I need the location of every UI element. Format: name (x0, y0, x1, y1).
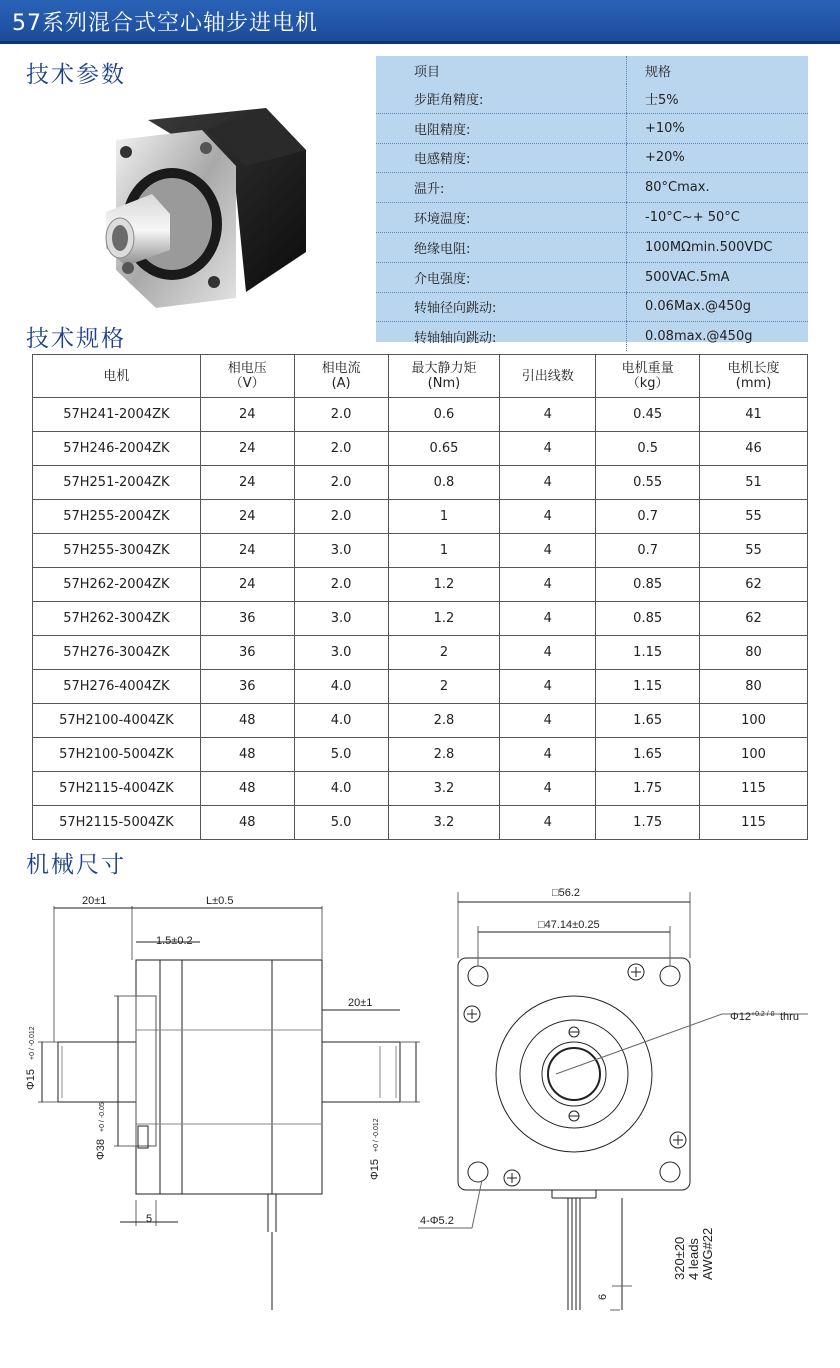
spec-cell: 2.0 (294, 500, 388, 534)
spec-cell: 115 (700, 772, 808, 806)
spec-cell: 57H2115-4004ZK (33, 772, 201, 806)
dim-body-length: L±0.5 (206, 895, 234, 907)
rear-shaft (322, 1042, 400, 1102)
spec-cell: 48 (200, 806, 294, 840)
spec-cell: 4 (500, 500, 596, 534)
spec-cell: 48 (200, 772, 294, 806)
mount-hole-tr (660, 966, 680, 986)
motor-photo (96, 102, 310, 310)
spec-row (33, 738, 808, 772)
spec-cell: 2 (388, 636, 500, 670)
spec-cell: 48 (200, 738, 294, 772)
spec-cell: 4 (500, 398, 596, 432)
shaft-bore (112, 225, 128, 251)
spec-cell: 4 (500, 704, 596, 738)
dim-hole-spacing: □47.14±0.25 (538, 919, 600, 931)
dim-front-length: 20±1 (82, 895, 107, 907)
spec-cell: 62 (700, 568, 808, 602)
spec-cell: 5.0 (294, 738, 388, 772)
mechanical-drawing (0, 874, 840, 1368)
spec-cell: 1.65 (596, 738, 700, 772)
spec-header-label: 相电压 (227, 361, 267, 376)
params-value: -10°C~+ 50°C (627, 203, 809, 233)
spec-header-label: 最大静力矩 (411, 361, 477, 376)
params-header-row (376, 56, 808, 84)
spec-cell: 24 (200, 466, 294, 500)
tech-params-table (376, 56, 808, 347)
spec-cell: 24 (200, 534, 294, 568)
spec-cell: 55 (700, 534, 808, 568)
spec-cell: 4 (500, 466, 596, 500)
spec-row (33, 398, 808, 432)
dim-front-shaft-dia: Φ15 (25, 1068, 37, 1090)
params-item: 温升: (376, 173, 627, 203)
dim-bore-tol: +0.2 / 0 (751, 1011, 775, 1018)
spec-cell: 3.2 (388, 772, 500, 806)
spec-cell: 1.65 (596, 704, 700, 738)
params-value: 士5% (627, 84, 809, 113)
spec-cell: 1.15 (596, 636, 700, 670)
dim-rear-shaft-dia: Φ15 (369, 1158, 381, 1180)
spec-cell: 4 (500, 432, 596, 466)
params-head-spec: 规格 (627, 56, 809, 84)
mount-hole-tl (468, 966, 488, 986)
spec-cell: 0.7 (596, 500, 700, 534)
spec-cell: 51 (700, 466, 808, 500)
spec-cell: 57H262-3004ZK (33, 602, 201, 636)
spec-cell: 36 (200, 602, 294, 636)
spec-header-cell (388, 355, 500, 398)
spec-cell: 1.2 (388, 568, 500, 602)
spec-cell: 2.0 (294, 568, 388, 602)
spec-cell: 0.7 (596, 534, 700, 568)
dim-flange-thickness: 1.5±0.2 (156, 935, 193, 947)
spec-cell: 2 (388, 670, 500, 704)
front-view (418, 892, 808, 1310)
params-head-item: 项目 (414, 64, 441, 80)
params-row (376, 322, 808, 351)
params-value: 100MΩmin.500VDC (627, 232, 809, 262)
dim-rear-length: 20±1 (348, 997, 373, 1009)
spec-cell: 57H276-4004ZK (33, 670, 201, 704)
spec-row (33, 636, 808, 670)
spec-cell: 55 (700, 500, 808, 534)
spec-row (33, 534, 808, 568)
spec-cell: 2.8 (388, 738, 500, 772)
spec-cell: 80 (700, 670, 808, 704)
mount-hole (208, 276, 220, 288)
spec-cell: 62 (700, 602, 808, 636)
spec-cell: 0.85 (596, 602, 700, 636)
spec-cell: 80 (700, 636, 808, 670)
spec-header-unit: （V） (229, 376, 265, 391)
spec-header-label: 电机 (103, 368, 130, 384)
spec-cell: 24 (200, 500, 294, 534)
spec-row (33, 704, 808, 738)
outer-ring (496, 996, 652, 1152)
spec-row (33, 772, 808, 806)
params-item: 电感精度: (376, 143, 627, 173)
spec-header-label: 电机长度 (727, 361, 780, 376)
spec-cell: 2.0 (294, 398, 388, 432)
spec-cell: 4 (500, 602, 596, 636)
dim-lead-strip: 6 (597, 1293, 609, 1300)
params-row (376, 143, 808, 173)
spec-cell: 4.0 (294, 670, 388, 704)
params-item: 介电强度: (376, 262, 627, 292)
spec-cell: 4 (500, 636, 596, 670)
side-dim-labels (25, 895, 381, 1225)
spec-header-unit: （kg） (626, 376, 669, 391)
tech-specs-table (32, 354, 808, 840)
spec-cell: 0.8 (388, 466, 500, 500)
spec-cell: 1 (388, 534, 500, 568)
banner-stripe (0, 41, 840, 44)
spec-cell: 57H2100-5004ZK (33, 738, 201, 772)
spec-cell: 4.0 (294, 704, 388, 738)
spec-header-unit: (mm) (735, 376, 772, 391)
spec-header-cell (294, 355, 388, 398)
params-item: 步距角精度: (376, 84, 627, 113)
spec-cell: 24 (200, 568, 294, 602)
params-row (376, 113, 808, 143)
spec-cell: 57H255-3004ZK (33, 534, 201, 568)
spec-row (33, 806, 808, 840)
dim-boss-dia: Φ38 (95, 1138, 107, 1160)
spec-header-cell (596, 355, 700, 398)
mount-hole-br (660, 1162, 680, 1182)
spec-cell: 57H241-2004ZK (33, 398, 201, 432)
params-value: 0.08max.@450g (627, 322, 809, 351)
mount-hole-bl (468, 1162, 488, 1182)
dim-rear-shaft-tol: +0 / -0.012 (373, 1118, 380, 1152)
params-row (376, 84, 808, 113)
params-value: +10% (627, 113, 809, 143)
dim-boss-tol: +0 / -0.05 (99, 1102, 106, 1132)
spec-cell: 57H262-2004ZK (33, 568, 201, 602)
mount-screw (122, 262, 134, 274)
spec-row (33, 500, 808, 534)
page-title: 57系列混合式空心轴步进电机 (12, 11, 318, 36)
mount-hole (120, 146, 132, 158)
spec-cell: 4 (500, 806, 596, 840)
title-banner (0, 0, 840, 44)
spec-row (33, 466, 808, 500)
side-view (38, 906, 420, 1310)
dim-lead-awg: AWG#22 (700, 1227, 715, 1280)
params-row (376, 262, 808, 292)
dim-front-shaft-tol: +0 / -0.012 (29, 1026, 36, 1060)
spec-cell: 4.0 (294, 772, 388, 806)
spec-cell: 100 (700, 704, 808, 738)
dim-bore-thru: thru (780, 1011, 799, 1023)
params-row (376, 203, 808, 233)
spec-cell: 4 (500, 772, 596, 806)
params-value: 500VAC.5mA (627, 262, 809, 292)
spec-cell: 57H2100-4004ZK (33, 704, 201, 738)
spec-cell: 3.0 (294, 636, 388, 670)
spec-header-unit: (A) (331, 376, 351, 391)
spec-header-unit: (Nm) (427, 376, 461, 391)
spec-cell: 3.0 (294, 602, 388, 636)
spec-row (33, 670, 808, 704)
params-item: 转轴轴向跳动: (414, 331, 497, 347)
spec-cell: 1.75 (596, 772, 700, 806)
spec-cell: 0.85 (596, 568, 700, 602)
dim-flange-square: □56.2 (552, 887, 581, 899)
params-row (376, 173, 808, 203)
spec-header-label: 电机重量 (621, 361, 674, 376)
spec-cell: 36 (200, 670, 294, 704)
section-tech-params: 技术参数 (26, 62, 126, 88)
spec-cell: 4 (500, 738, 596, 772)
spec-cell: 36 (200, 636, 294, 670)
params-item: 环境温度: (376, 203, 627, 233)
spec-cell: 57H251-2004ZK (33, 466, 201, 500)
spec-cell: 41 (700, 398, 808, 432)
params-value: 80°Cmax. (627, 173, 809, 203)
spec-header-cell (500, 355, 596, 398)
spec-cell: 57H2115-5004ZK (33, 806, 201, 840)
section-tech-specs: 技术规格 (26, 326, 126, 352)
spec-row (33, 602, 808, 636)
section-mech-dims: 机械尺寸 (26, 852, 126, 878)
spec-cell: 1 (388, 500, 500, 534)
front-flange (458, 958, 690, 1190)
boss-key (138, 1126, 148, 1148)
params-row (376, 232, 808, 262)
spec-cell: 4 (500, 670, 596, 704)
dim-mount-holes: 4-Φ5.2 (420, 1215, 454, 1227)
spec-cell: 0.65 (388, 432, 500, 466)
spec-cell: 100 (700, 738, 808, 772)
spec-cell: 3.2 (388, 806, 500, 840)
dim-lead-count: 4 leads (686, 1238, 701, 1280)
spec-header-cell (200, 355, 294, 398)
params-item: 绝缘电阻: (376, 232, 627, 262)
front-shaft (58, 1042, 136, 1102)
spec-cell: 1.15 (596, 670, 700, 704)
spec-header-cell (700, 355, 808, 398)
spec-cell: 5.0 (294, 806, 388, 840)
spec-cell: 24 (200, 432, 294, 466)
spec-header-cell (33, 355, 201, 398)
spec-cell: 1.2 (388, 602, 500, 636)
params-row (376, 292, 808, 322)
spec-cell: 24 (200, 398, 294, 432)
spec-cell: 0.5 (596, 432, 700, 466)
front-dim-labels (420, 887, 799, 1300)
spec-cell: 115 (700, 806, 808, 840)
params-item: 转轴径向跳动: (376, 292, 627, 322)
dim-lead-length: 320±20 (672, 1236, 687, 1280)
spec-cell: 0.45 (596, 398, 700, 432)
spec-cell: 0.55 (596, 466, 700, 500)
spec-cell: 1.75 (596, 806, 700, 840)
spec-row (33, 568, 808, 602)
params-item: 电阻精度: (376, 113, 627, 143)
spec-header-label: 相电流 (321, 361, 361, 376)
dim-bore-dia: Φ12 (730, 1011, 752, 1023)
spec-cell: 48 (200, 704, 294, 738)
side-body (136, 960, 322, 1194)
mount-screw (200, 142, 212, 154)
spec-cell: 2.0 (294, 432, 388, 466)
spec-cell: 57H255-2004ZK (33, 500, 201, 534)
params-value: 0.06Max.@450g (627, 292, 809, 322)
spec-row (33, 432, 808, 466)
spec-cell: 3.0 (294, 534, 388, 568)
spec-header-row (33, 355, 808, 398)
spec-cell: 4 (500, 568, 596, 602)
spec-cell: 2.0 (294, 466, 388, 500)
spec-cell: 4 (500, 534, 596, 568)
spec-cell: 46 (700, 432, 808, 466)
spec-header-label: 引出线数 (521, 368, 574, 384)
dim-boss-step: 5 (146, 1213, 153, 1225)
spec-cell: 57H246-2004ZK (33, 432, 201, 466)
spec-cell: 57H276-3004ZK (33, 636, 201, 670)
params-value: +20% (627, 143, 809, 173)
spec-cell: 2.8 (388, 704, 500, 738)
spec-cell: 0.6 (388, 398, 500, 432)
